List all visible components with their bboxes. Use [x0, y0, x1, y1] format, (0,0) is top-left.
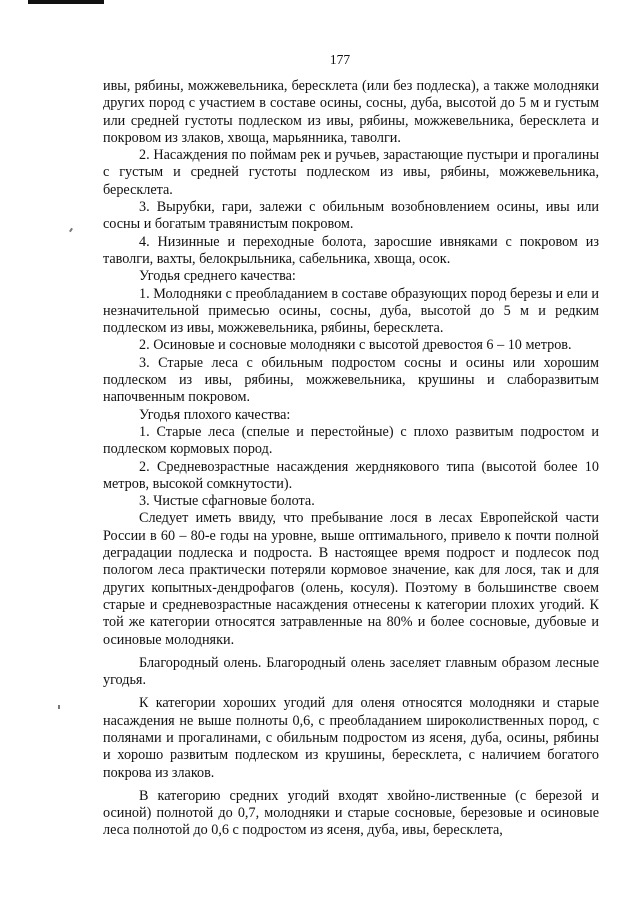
paragraph: ивы, рябины, можжевельника, бересклета (или без подлеска), а также молодняки других пород с участием в составе осины, сосны, дуба, высотой до 5 м и густым или средней густоты подлеском из ивы, рябины, можжевельника, бересклета и покровом из злаков, хвоща, марьянника, таволги. — [103, 78, 599, 146]
section-heading: Угодья плохого качества: — [139, 406, 291, 423]
paragraph: В категорию средних угодий входят хвойно-лиственные (с березой и осиной) полнотой до 0,7, молодняки и старые сосновые, березовые и осиновые леса полнотой до 0,6 с подростом из ясеня, дуба, ивы, бересклета, — [103, 787, 599, 839]
paragraph: 2. Осиновые и сосновые молодняки с высотой древостоя 6 – 10 метров. — [139, 337, 572, 354]
paragraph: 3. Старые леса с обильным подростом сосны и осины или хорошим подлеском из ивы, рябины, можжевельника, крушины и слаборазвитым напочвенным покровом. — [103, 354, 599, 406]
paragraph: 1. Молодняки с преобладанием в составе образующих пород березы и ели и незначительной примесью осины, сосны, дуба, высотой до 5 м и редким подлеском из ивы, можжевельника, рябины, бересклета. — [103, 285, 599, 337]
paragraph: 3. Чистые сфагновые болота. — [139, 493, 315, 510]
paragraph: 2. Насаждения по поймам рек и ручьев, зарастающие пустыри и прогалины с густым и средней густоты подлеском из ивы, рябины, можжевельника, бересклета. — [103, 147, 599, 198]
body-text — [103, 78, 599, 840]
top-rule — [28, 0, 104, 4]
page-number: 177 — [329, 52, 351, 67]
paragraph: Следует иметь ввиду, что пребывание лося в лесах Европейской части России в 60 – 80-е годы на уровне, выше оптимального, привело к почти полной деградации подлеска и подроста. В настоящее время подрост и подлесок под пологом леса практически потеряли кормовое значение, как для лося, так и для других копытных-дендрофагов (олень, косуля). Поэтому в большинстве своем старые и средневозрастные насаждения отнесены к категории плохих угодий. К той же категории относятся затравленные на 80% и более сосновые, дубовые и осиновые молодняки. — [103, 510, 599, 648]
paragraph: 1. Старые леса (спелые и перестойные) с плохо развитым подростом и подлеском кормовых пород. — [103, 423, 599, 458]
paragraph: 2. Средневозрастные насаждения жерднякового типа (высотой более 10 метров, высокой сомкнутости). — [103, 458, 599, 492]
paragraph: 3. Вырубки, гари, залежи с обильным возобновлением осины, ивы или сосны и богатым травянистым покровом. — [103, 199, 599, 233]
scan-mark — [69, 228, 73, 232]
paragraph: Благородный олень. Благородный олень заселяет главным образом лесные угодья. — [103, 654, 599, 689]
scan-mark — [58, 705, 60, 709]
section-heading: Угодья среднего качества: — [139, 268, 296, 285]
paragraph: 4. Низинные и переходные болота, заросшие ивняками с покровом из таволги, вахты, белокрыльника, сабельника, хвоща, осок. — [103, 233, 599, 267]
paragraph: К категории хороших угодий для оленя относятся молодняки и старые насаждения не выше полноты 0,6, с преобладанием широколиственных пород, с полянами и прогалинами, с обильным подростом из ясеня, дуба, осины, рябины и хорошо развитым подлеском из крушины, бересклета, с наличием богатого покрова из злаков. — [103, 695, 599, 781]
